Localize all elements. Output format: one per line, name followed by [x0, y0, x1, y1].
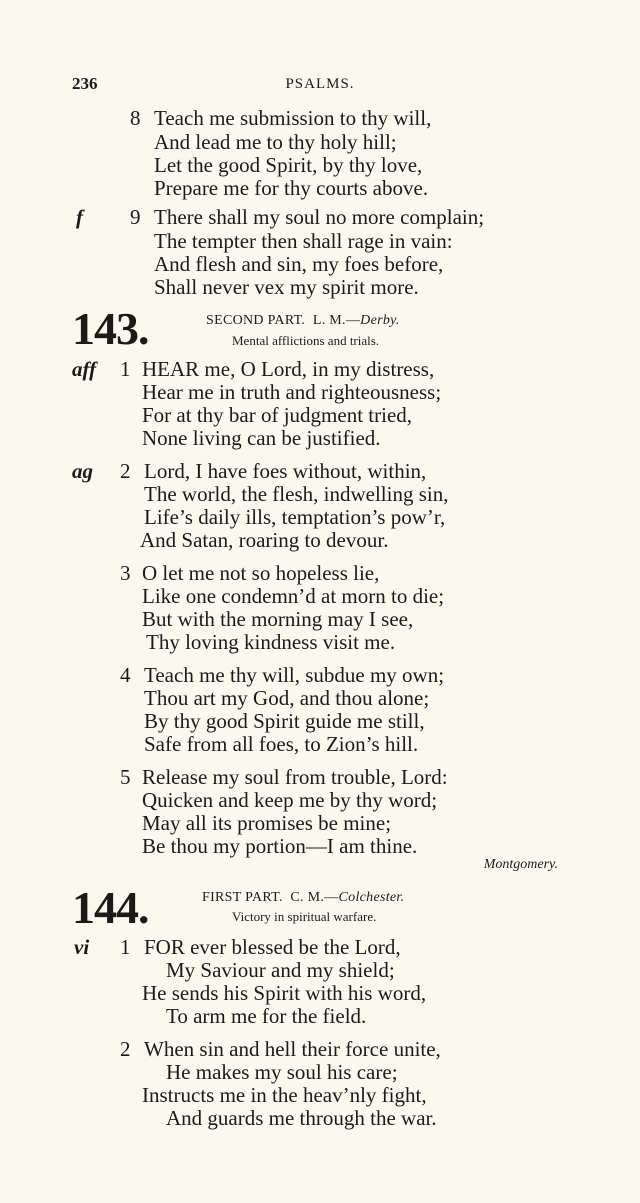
- verse-line: Release my soul from trouble, Lord:: [142, 765, 448, 789]
- hymn-meter: C. M.—: [290, 890, 339, 905]
- verse-number: 5: [120, 765, 131, 789]
- verse-number: 2: [120, 1037, 131, 1061]
- hymn-meter: L. M.—: [312, 313, 361, 328]
- hymn-part: FIRST PART.: [202, 890, 283, 905]
- dynamic-mark: aff: [72, 357, 97, 381]
- verse-line: None living can be justified.: [142, 426, 381, 450]
- hymn-number: 143.: [72, 303, 149, 354]
- verse-line: The world, the flesh, indwelling sin,: [144, 482, 449, 506]
- verse-line: May all its promises be mine;: [142, 811, 392, 835]
- verse-line: Let the good Spirit, by thy love,: [154, 153, 423, 177]
- verse-number: 4: [120, 663, 131, 687]
- verse-line: Teach me submission to thy will,: [154, 106, 432, 130]
- hymn-subject: Mental afflictions and trials.: [232, 333, 380, 348]
- verse-line: My Saviour and my shield;: [166, 958, 395, 982]
- verse-line: But with the morning may I see,: [142, 607, 414, 631]
- verse-line: Lord, I have foes without, within,: [144, 459, 427, 483]
- verse-line: Quicken and keep me by thy word;: [142, 788, 438, 812]
- hymn-author: Montgomery.: [483, 857, 558, 872]
- verse-line: Teach me thy will, subdue my own;: [144, 663, 445, 687]
- verse-line: There shall my soul no more complain;: [154, 205, 485, 229]
- verse-number: 2: [120, 459, 131, 483]
- verse-line: To arm me for the field.: [166, 1004, 367, 1028]
- verse-line: For at thy bar of judgment tried,: [142, 403, 413, 427]
- verse-line: Shall never vex my spirit more.: [154, 275, 419, 299]
- verse-line: The tempter then shall rage in vain:: [154, 229, 453, 253]
- dynamic-mark: f: [76, 205, 83, 229]
- verse-line: Be thou my portion—I am thine.: [142, 834, 418, 858]
- verse-number: 1: [120, 357, 131, 381]
- verse-line: HEAR me, O Lord, in my distress,: [142, 357, 435, 381]
- verse-line: Instructs me in the heav’nly fight,: [142, 1083, 427, 1107]
- dynamic-mark: vi: [74, 935, 90, 959]
- verse-line: He sends his Spirit with his word,: [142, 981, 427, 1005]
- verse-line: And lead me to thy holy hill;: [154, 130, 397, 154]
- hymn-tune: Colchester.: [338, 890, 405, 905]
- verse-line: By thy good Spirit guide me still,: [144, 709, 425, 733]
- verse-line: And guards me through the war.: [166, 1106, 437, 1130]
- hymn-subject: Victory in spiritual warfare.: [232, 909, 377, 924]
- verse-line: When sin and hell their force unite,: [144, 1037, 441, 1061]
- hymn-heading: [202, 890, 404, 906]
- verse-line: Like one condemn’d at morn to die;: [142, 584, 445, 608]
- hymn-heading: [206, 313, 400, 329]
- verse-line: And flesh and sin, my foes before,: [154, 252, 444, 276]
- verse-line: FOR ever blessed be the Lord,: [144, 935, 401, 959]
- verse-line: Prepare me for thy courts above.: [154, 176, 429, 200]
- verse-line: Hear me in truth and righteousness;: [142, 380, 442, 404]
- page-number: 236: [72, 74, 98, 93]
- hymn-part: SECOND PART.: [206, 313, 306, 328]
- verse-line: Thou art my God, and thou alone;: [144, 686, 430, 710]
- verse-number: 8: [130, 106, 141, 130]
- hymn-tune: Derby.: [360, 313, 400, 328]
- dynamic-mark: ag: [72, 459, 93, 483]
- verse-line: Thy loving kindness visit me.: [146, 630, 396, 654]
- verse-line: O let me not so hopeless lie,: [142, 561, 380, 585]
- verse-number: 9: [130, 205, 141, 229]
- verse-line: He makes my soul his care;: [166, 1060, 398, 1084]
- verse-line: Life’s daily ills, temptation’s pow’r,: [144, 505, 446, 529]
- hymn-number: 144.: [72, 882, 149, 933]
- verse-number: 1: [120, 935, 131, 959]
- verse-line: And Satan, roaring to devour.: [140, 528, 389, 552]
- running-title: PSALMS.: [285, 76, 355, 92]
- verse-line: Safe from all foes, to Zion’s hill.: [144, 732, 419, 756]
- verse-number: 3: [120, 561, 131, 585]
